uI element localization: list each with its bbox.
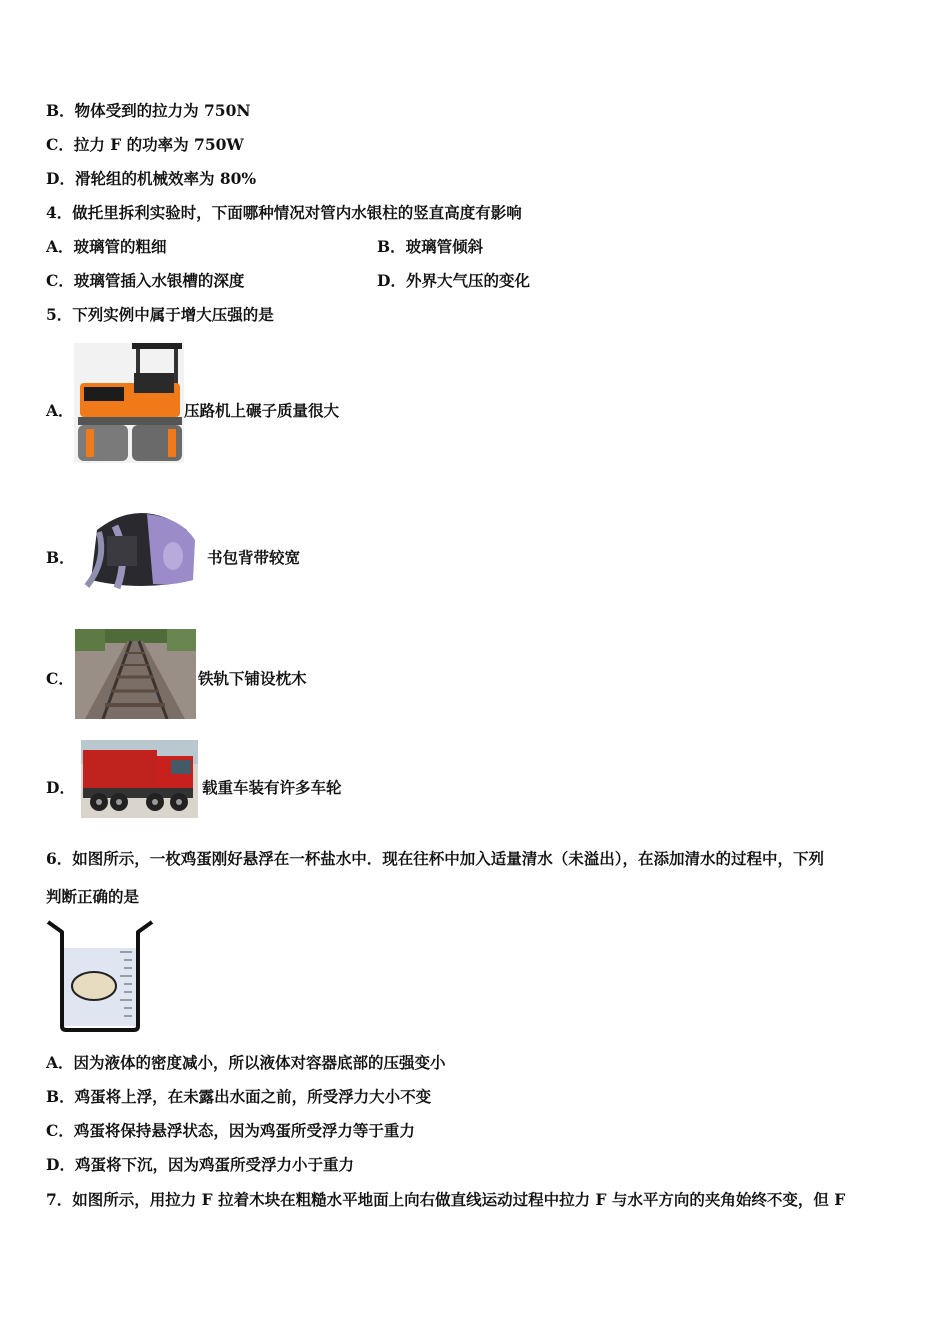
q6-option-a: A．因为液体的密度减小，所以液体对容器底部的压强变小: [46, 1053, 446, 1072]
q4-option-a: A．玻璃管的粗细: [46, 237, 167, 256]
q6-option-c: C．鸡蛋将保持悬浮状态，因为鸡蛋所受浮力等于重力: [46, 1121, 415, 1140]
backpack-image: [77, 500, 205, 592]
q5-option-a-text: 压路机上碾子质量很大: [184, 401, 340, 420]
q4-option-c: C．玻璃管插入水银槽的深度: [46, 271, 245, 290]
q6-stem-line2: 判断正确的是: [46, 887, 140, 906]
q5-option-b-text: 书包背带较宽: [207, 548, 301, 567]
q6-option-b: B．鸡蛋将上浮，在未露出水面之前，所受浮力大小不变: [46, 1087, 432, 1106]
q5-option-a-letter: A．: [46, 401, 74, 420]
q5-option-d-letter: D．: [46, 778, 75, 797]
q4-option-d: D．外界大气压的变化: [377, 271, 530, 290]
dump-truck-image: [81, 740, 198, 818]
q5-option-c-text: 铁轨下铺设枕木: [198, 669, 307, 688]
q3-option-b: B．物体受到的拉力为 750N: [46, 101, 251, 120]
beaker-with-egg-figure: [44, 918, 158, 1034]
q4-option-b: B．玻璃管倾斜: [377, 237, 484, 256]
q3-option-d: D．滑轮组的机械效率为 80%: [46, 169, 257, 188]
q3-option-c: C．拉力 F 的功率为 750W: [46, 135, 244, 154]
road-roller-image: [74, 343, 184, 463]
q6-stem-line1: 6．如图所示，一枚鸡蛋刚好悬浮在一杯盐水中．现在往杯中加入适量清水（未溢出），在添加清水的过程中，下列: [46, 849, 825, 868]
q6-option-d: D．鸡蛋将下沉，因为鸡蛋所受浮力小于重力: [46, 1155, 354, 1174]
q7-stem: 7．如图所示，用拉力 F 拉着木块在粗糙水平地面上向右做直线运动过程中拉力 F 与水平方向的夹角始终不变，但 F: [46, 1190, 846, 1209]
q5-stem: 5．下列实例中属于增大压强的是: [46, 305, 274, 324]
q5-option-d-text: 载重车装有许多车轮: [202, 778, 342, 797]
q4-stem: 4．做托里拆利实验时，下面哪种情况对管内水银柱的竖直高度有影响: [46, 203, 522, 222]
q5-option-c-letter: C．: [46, 669, 74, 688]
q5-option-b-letter: B．: [46, 548, 75, 567]
railway-track-image: [75, 629, 196, 719]
